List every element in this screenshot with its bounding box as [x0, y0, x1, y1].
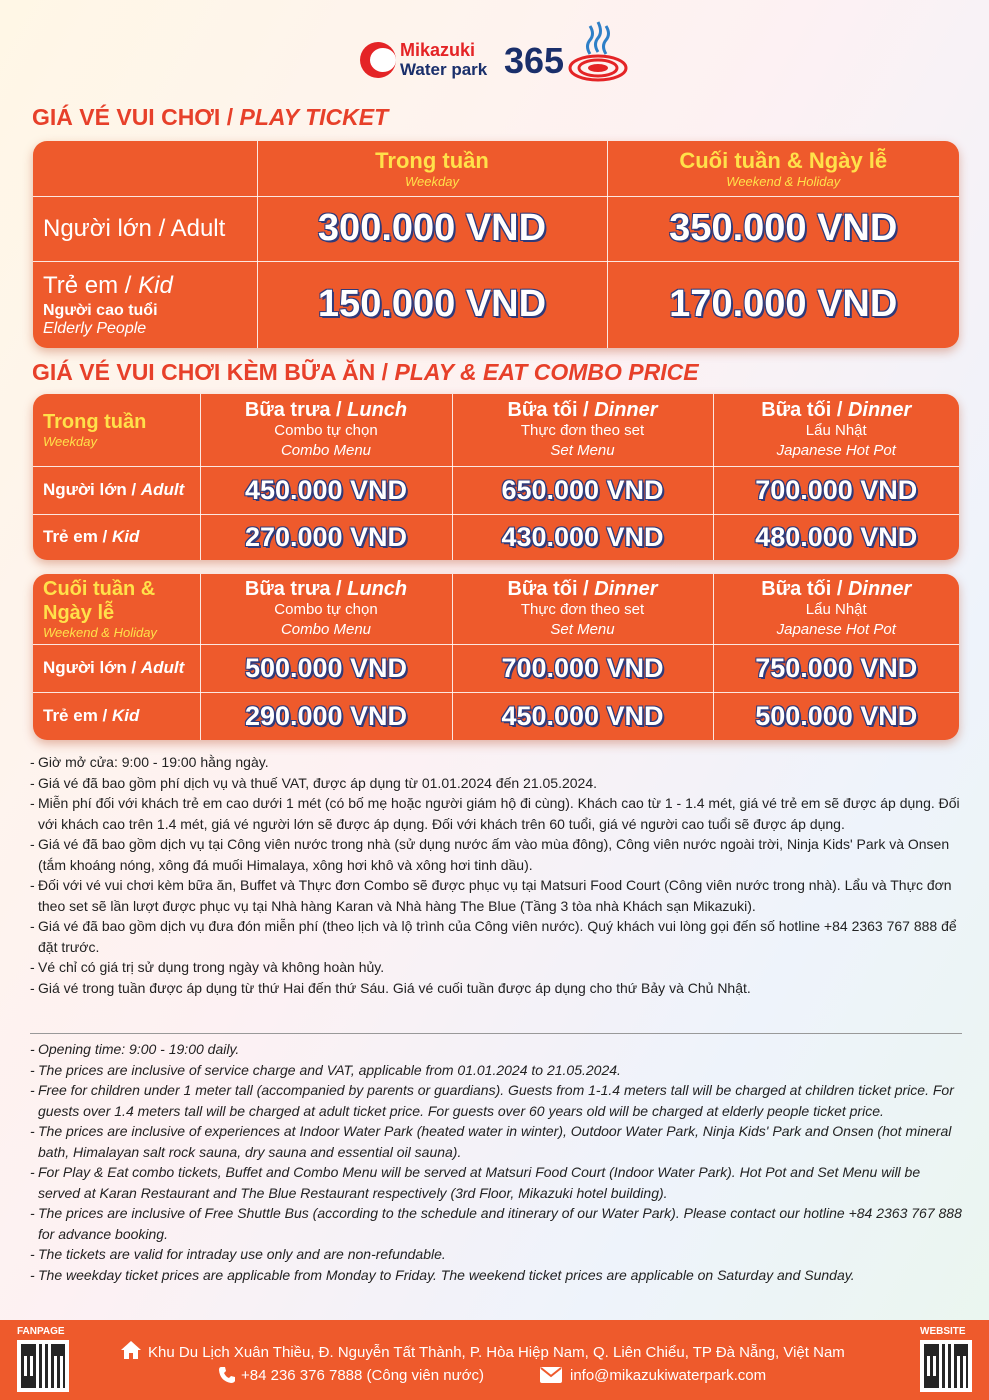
- adult-label: Người lớn / Adult: [43, 214, 226, 242]
- weekend-kid-dinner-set-price: 450.000 VND: [501, 700, 664, 731]
- logo-line1: Mikazuki: [400, 40, 476, 60]
- note-en: - The tickets are valid for intraday use only and are non-refundable.: [30, 1244, 962, 1265]
- weekday-header: Trong tuần: [375, 147, 489, 173]
- dinner-vn: Bữa tối /: [761, 577, 848, 600]
- weekend-period-line2: Ngày lễ: [43, 602, 115, 625]
- combo-title-en: PLAY & EAT COMBO PRICE: [394, 359, 699, 385]
- elderly-label-vn: Người cao tuổi: [43, 301, 158, 319]
- note-vn: - Giá vé trong tuần được áp dụng từ thứ Hai đến thứ Sáu. Giá vé cuối tuần được áp dụng cho thứ Bảy và Chủ Nhật.: [30, 978, 962, 999]
- logo-line2: Water park: [400, 60, 488, 79]
- kid-label-en: Kid: [138, 271, 173, 299]
- weekend-adult-hotpot-price: 750.000 VND: [755, 652, 918, 683]
- weekday-dinner-set-header: [452, 394, 713, 466]
- dinner-set-desc-vn: Thực đơn theo set: [520, 600, 645, 618]
- footer-address: Khu Du Lịch Xuân Thiều, Đ. Nguyễn Tất Thành, P. Hòa Hiệp Nam, Q. Liên Chiểu, TP Đà Nẵng, Việt Nam: [148, 1344, 845, 1361]
- crescent-logo-icon: [360, 42, 396, 78]
- dinner-set-desc-en: Set Menu: [550, 620, 615, 638]
- weekday-kid-lunch-price: 270.000 VND: [244, 521, 408, 552]
- footer: [0, 1320, 989, 1400]
- kid-elderly-label: [33, 261, 257, 348]
- note-en: - The prices are inclusive of service charge and VAT, applicable from 01.01.2024 to 21.05.2024.: [30, 1060, 962, 1081]
- play-title-en: PLAY TICKET: [239, 104, 389, 130]
- note-en: - Free for children under 1 meter tall (accompanied by parents or guardians). Guests from 1-1.4 meters tall will be charged at children ticket price. For guests over 1.4 meters tall will be charged at adult ticket price. For guests over 60 years old will be charged at elderly people ticket price.: [30, 1080, 962, 1121]
- dinner-pot-desc-vn: Lẩu Nhật: [805, 421, 867, 439]
- kid-weekday-price: 150.000 VND: [317, 283, 547, 326]
- kid-label-en: Kid: [111, 706, 140, 726]
- weekday-dinner-pot-header: [713, 394, 959, 466]
- adult-weekday-price: 300.000 VND: [317, 207, 547, 249]
- footer-phone[interactable]: +84 236 376 7888 (Công viên nước): [241, 1367, 484, 1384]
- weekend-lunch-header: [200, 574, 452, 644]
- play-ticket-table: [33, 141, 959, 348]
- adult-label-en: Adult: [140, 658, 185, 677]
- note-en: - The prices are inclusive of experiences at Indoor Water Park (heated water in winter), Outdoor Water Park, Ninja Kids' Park and Onsen (hot mineral bath, Himalayan salt rock sauna, dry sauna and essential oil sauna).: [30, 1121, 962, 1162]
- lunch-en: Lunch: [347, 398, 408, 421]
- footer-email[interactable]: info@mikazukiwaterpark.com: [570, 1367, 767, 1384]
- weekend-adult-dinner-set-price: 700.000 VND: [501, 652, 664, 683]
- note-en: - Opening time: 9:00 - 19:00 daily.: [30, 1039, 962, 1060]
- dinner-vn: Bữa tối /: [507, 577, 595, 600]
- lunch-vn: Bữa trưa /: [244, 577, 348, 600]
- weekend-dinner-pot-header: [713, 574, 959, 644]
- weekend-adult-lunch-price: 500.000 VND: [244, 652, 408, 683]
- weekday-adult-hotpot-price: 700.000 VND: [755, 474, 918, 505]
- lunch-desc-vn: Combo tự chọn: [274, 421, 378, 439]
- dinner-en: Dinner: [594, 577, 658, 600]
- notes-vietnamese: [30, 752, 962, 998]
- combo-weekday-table: [33, 394, 959, 560]
- kid-label-vn: Trẻ em /: [43, 271, 139, 299]
- dinner-pot-desc-vn: Lẩu Nhật: [805, 600, 867, 618]
- play-header-weekend: [607, 141, 959, 196]
- dinner-pot-desc-en: Japanese Hot Pot: [776, 441, 896, 459]
- weekend-period-line1: Cuối tuần &: [43, 578, 156, 601]
- elderly-label-en: Elderly People: [43, 319, 147, 337]
- weekday-kid-hotpot-price: 480.000 VND: [755, 521, 918, 552]
- kid-weekend-price: 170.000 VND: [669, 283, 898, 326]
- weekend-period-cell: [33, 574, 200, 644]
- weekend-header: Cuối tuần & Ngày lễ: [679, 147, 888, 173]
- weekday-period-sub: Weekday: [43, 434, 97, 450]
- weekend-period-sub: Weekend & Holiday: [43, 625, 157, 641]
- notes-divider: [30, 1033, 962, 1034]
- weekday-period-cell: [33, 394, 200, 466]
- combo-title: [32, 359, 699, 386]
- onsen-icon: [568, 18, 628, 82]
- weekend-kid-lunch-price: 290.000 VND: [244, 700, 408, 731]
- combo-weekend-table: [33, 574, 959, 740]
- weekday-lunch-header: [200, 394, 452, 466]
- weekday-period: Trong tuần: [43, 411, 147, 434]
- lunch-desc-en: Combo Menu: [280, 441, 372, 459]
- dinner-vn: Bữa tối /: [507, 398, 595, 421]
- note-vn: - Giá vé đã bao gồm phí dịch vụ và thuế VAT, được áp dụng từ 01.01.2024 đến 21.05.2024.: [30, 773, 962, 794]
- mail-icon: [540, 1367, 562, 1387]
- dinner-set-desc-vn: Thực đơn theo set: [520, 421, 645, 439]
- fanpage-label: FANPAGE: [17, 1326, 65, 1337]
- note-vn: - Đối với vé vui chơi kèm bữa ăn, Buffet và Thực đơn Combo sẽ được phục vụ tại Matsuri Food Court (Công viên nước trong nhà). Lẩu và Thực đơn theo set sẽ lần lượt được phục vụ tại Nhà hàng Karan và Nhà hàng The Blue (Tầng 3 tòa nhà Khách sạn Mikazuki).: [30, 875, 962, 916]
- website-qr-code[interactable]: [920, 1340, 972, 1392]
- dinner-pot-desc-en: Japanese Hot Pot: [776, 620, 896, 638]
- adult-label-en: Adult: [140, 480, 185, 499]
- play-header-empty: [33, 141, 257, 196]
- kid-label-vn: Trẻ em /: [43, 527, 112, 547]
- fanpage-qr-code[interactable]: [17, 1340, 69, 1392]
- weekday-adult-lunch-price: 450.000 VND: [244, 474, 408, 505]
- weekend-dinner-set-header: [452, 574, 713, 644]
- note-en: - The prices are inclusive of Free Shuttle Bus (according to the schedule and itinerary of our Water Park). Please contact our hotline +84 2363 767 888 for advance booking.: [30, 1203, 962, 1244]
- lunch-desc-en: Combo Menu: [280, 620, 372, 638]
- weekday-subheader: Weekday: [405, 173, 459, 189]
- dinner-set-desc-en: Set Menu: [550, 441, 615, 459]
- adult-label-vn: Người lớn /: [43, 480, 141, 499]
- kid-label-vn: Trẻ em /: [43, 706, 112, 726]
- note-vn: - Giá vé đã bao gồm dịch vụ đưa đón miễn phí (theo lịch và lộ trình của Công viên nước). Quý khách vui lòng gọi đến số hotline +84 2363 767 888 để đặt trước.: [30, 916, 962, 957]
- play-title-vn: GIÁ VÉ VUI CHƠI /: [32, 104, 240, 130]
- lunch-desc-vn: Combo tự chọn: [274, 600, 378, 618]
- weekend-subheader: Weekend & Holiday: [726, 173, 841, 189]
- weekend-kid-hotpot-price: 500.000 VND: [755, 700, 918, 731]
- dinner-en: Dinner: [847, 398, 912, 421]
- weekday-kid-dinner-set-price: 430.000 VND: [501, 521, 664, 552]
- adult-label-vn: Người lớn /: [43, 658, 141, 677]
- dinner-vn: Bữa tối /: [761, 398, 848, 421]
- website-label: WEBSITE: [920, 1326, 966, 1337]
- note-en: - For Play & Eat combo tickets, Buffet and Combo Menu will be served at Matsuri Food Court (Indoor Water Park). Hot Pot and Set Menu will be served at Karan Restaurant and The Blue Restaurant respectively (3rd Floor, Mikazuki hotel building).: [30, 1162, 962, 1203]
- adult-weekend-price: 350.000 VND: [669, 207, 898, 249]
- note-en: - The weekday ticket prices are applicable from Monday to Friday. The weekend ticket prices are applicable on Saturday and Sunday.: [30, 1265, 962, 1286]
- home-icon: [120, 1340, 142, 1364]
- logo-number: 365: [504, 40, 565, 81]
- notes-english: [30, 1039, 962, 1285]
- combo-title-vn: GIÁ VÉ VUI CHƠI KÈM BỮA ĂN /: [32, 359, 395, 385]
- note-vn: - Giá vé đã bao gồm dịch vụ tại Công viên nước trong nhà (sử dụng nước ấm vào mùa đông), Công viên nước ngoài trời, Ninja Kids' Park và Onsen (tắm khoáng nóng, xông đá muối Himalaya, xông hơi khô và xông hơi tinh dầu).: [30, 834, 962, 875]
- lunch-vn: Bữa trưa /: [244, 398, 348, 421]
- note-vn: - Miễn phí đối với khách trẻ em cao dưới 1 mét (có bố mẹ hoặc người giám hộ đi cùng). Khách cao từ 1 - 1.4 mét, giá vé trẻ em sẽ được áp dụng. Đối với khách cao trên 1.4 mét, giá vé người lớn sẽ được áp dụng. Đối với khách trên 60 tuổi, giá vé người cao tuổi sẽ được áp dụng.: [30, 793, 962, 834]
- dinner-en: Dinner: [847, 577, 912, 600]
- lunch-en: Lunch: [347, 577, 408, 600]
- play-ticket-title: [32, 104, 388, 131]
- note-vn: - Vé chỉ có giá trị sử dụng trong ngày và không hoàn hủy.: [30, 957, 962, 978]
- play-header-weekday: [257, 141, 607, 196]
- weekday-adult-dinner-set-price: 650.000 VND: [501, 474, 664, 505]
- dinner-en: Dinner: [594, 398, 658, 421]
- logo: [360, 18, 630, 84]
- phone-icon: [218, 1366, 236, 1388]
- kid-label-en: Kid: [111, 527, 140, 547]
- note-vn: - Giờ mở cửa: 9:00 - 19:00 hằng ngày.: [30, 752, 962, 773]
